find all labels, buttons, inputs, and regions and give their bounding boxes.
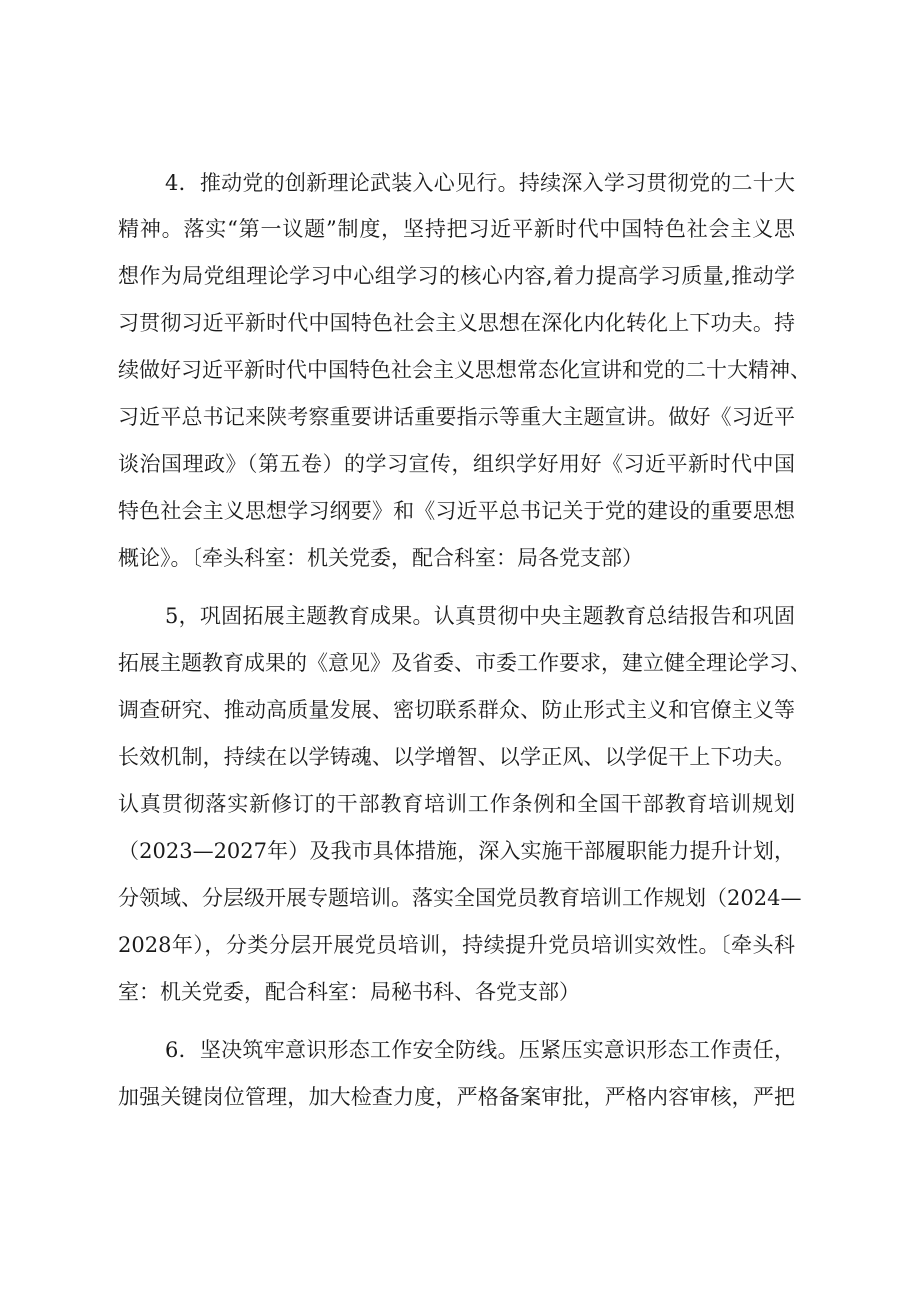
paragraph-5-line-6: （2023—2027年）及我市具体措施，深入实施干部履职能力提升计划，: [118, 839, 795, 863]
paragraph-5-line-9: 室：机关党委，配合科室：局秘书科、各党支部）: [118, 980, 580, 1004]
paragraph-5-line-4: 长效机制，持续在以学铸魂、以学增智、以学正风、以学促干上下功夫。: [118, 745, 795, 769]
paragraph-5-line-7: 分领域、分层级开展专题培训。落实全国党员教育培训工作规划（2024—: [118, 886, 802, 910]
paragraph-5-line-2: 拓展主题教育成果的《意见》及省委、市委工作要求，建立健全理论学习、: [118, 651, 811, 675]
paragraph-4-line-2: 精神。落实“第一议题”制度，坚持把习近平新时代中国特色社会主义思: [118, 217, 795, 241]
paragraph-4-line-1: 4．推动党的创新理论武装入心见行。持续深入学习贯彻党的二十大: [165, 171, 795, 195]
paragraph-4-line-5: 续做好习近平新时代中国特色社会主义思想常态化宣讲和党的二十大精神、: [118, 358, 811, 382]
paragraph-4-line-6: 习近平总书记来陕考察重要讲话重要指示等重大主题宣讲。做好《习近平: [118, 405, 795, 429]
paragraph-4-line-7: 谈治国理政》（第五卷）的学习宣传，组织学好用好《习近平新时代中国: [118, 452, 795, 476]
paragraph-5-line-8: 2028年），分类分层开展党员培训，持续提升党员培训实效性。〔牵头科: [118, 933, 795, 957]
paragraph-4-line-9: 概论》。〔牵头科室：机关党委，配合科室：局各党支部）: [118, 546, 643, 570]
paragraph-6-line-2: 加强关键岗位管理，加大检查力度，严格备案审批，严格内容审核，严把: [118, 1085, 795, 1109]
paragraph-5-line-5: 认真贯彻落实新修订的干部教育培训工作条例和全国干部教育培训规划: [118, 792, 795, 816]
paragraph-4-line-8: 特色社会主义思想学习纲要》和《习近平总书记关于党的建设的重要思想: [118, 499, 795, 523]
paragraph-6-line-1: 6．坚决筑牢意识形态工作安全防线。压紧压实意识形态工作责任，: [165, 1038, 795, 1062]
paragraph-5-line-3: 调查研究、推动高质量发展、密切联系群众、防止形式主义和官僚主义等: [118, 698, 795, 722]
paragraph-4-line-3: 想作为局党组理论学习中心组学习的核心内容,着力提高学习质量,推动学: [118, 264, 795, 288]
paragraph-5-line-1: 5，巩固拓展主题教育成果。认真贯彻中央主题教育总结报告和巩固: [165, 604, 795, 628]
paragraph-4-line-4: 习贯彻习近平新时代中国特色社会主义思想在深化内化转化上下功夫。持: [118, 311, 795, 335]
